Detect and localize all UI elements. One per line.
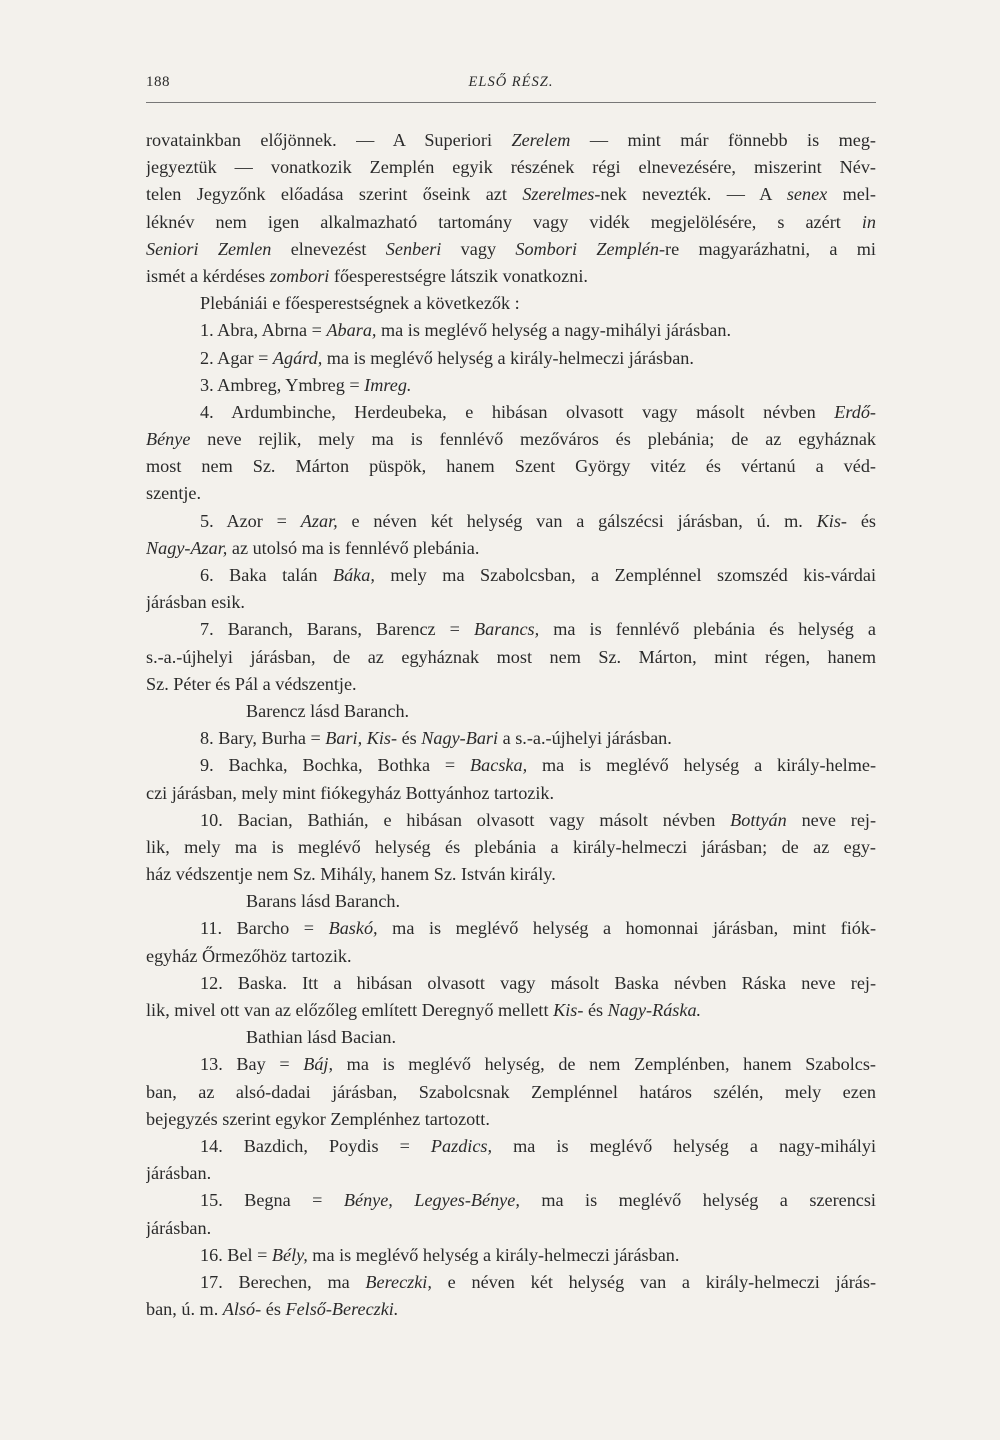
text-line: 13. Bay = Báj, ma is meglévő helység, de nem Zemplénben, hanem Szabolcs- — [200, 1054, 876, 1075]
text-line: Sz. Péter és Pál a védszentje. — [146, 673, 357, 694]
text-line: 15. Begna = Bénye, Legyes-Bénye, ma is meglévő helység a szerencsi — [200, 1190, 876, 1211]
text-line: lik, mivel ott van az előzőleg említett Deregnyő mellett Kis- és Nagy-Ráska. — [146, 1000, 702, 1020]
text-line: 7. Baranch, Barans, Barencz = Barancs, ma is fennlévő plebánia és helység a — [200, 619, 876, 640]
page-number: 188 — [146, 74, 170, 90]
page-body — [146, 127, 876, 1323]
text-line: 5. Azor = Azar, e néven két helység van a gálszécsi járásban, ú. m. Kis- és — [200, 510, 876, 531]
text-line: 8. Bary, Burha = Bari, Kis- és Nagy-Bari a s.-a.-újhelyi járásban. — [200, 728, 672, 749]
text-line: czi járásban, mely mint fiókegyház Bottyánhoz tartozik. — [146, 782, 555, 803]
text-line: léknév nem igen alkalmazható tartomány vagy vidék megjelölésére, s azért in — [146, 211, 876, 232]
text-line: Seniori Zemlen elnevezést Senberi vagy Sombori Zemplén-re magyarázhatni, a mi — [146, 238, 876, 259]
text-line: 14. Bazdich, Poydis = Pazdics, ma is meglévő helység a nagy-mihályi — [200, 1135, 876, 1156]
text-line: s.-a.-újhelyi járásban, de az egyháznak most nem Sz. Márton, mint régen, hanem — [146, 646, 876, 667]
text-line: 16. Bel = Bély, ma is meglévő helység a király-helmeczi járásban. — [200, 1244, 680, 1265]
text-line: 12. Baska. Itt a hibásan olvasott vagy másolt Baska névben Ráska neve rej- — [200, 972, 876, 993]
text-line: 2. Agar = Agárd, ma is meglévő helység a király-helmeczi járásban. — [200, 347, 694, 368]
text-line: 1. Abra, Abrna = Abara, ma is meglévő helység a nagy-mihályi járásban. — [200, 320, 732, 341]
text-line: 4. Ardumbinche, Herdeubeka, e hibásan olvasott vagy másolt névben Erdő- — [200, 401, 876, 422]
text-line: 3. Ambreg, Ymbreg = Imreg. — [200, 374, 412, 395]
text-line: 10. Bacian, Bathián, e hibásan olvasott vagy másolt névben Bottyán neve rej- — [200, 809, 876, 830]
text-line: bejegyzés szerint egykor Zemplénhez tartozott. — [146, 1108, 490, 1129]
text-line: 9. Bachka, Bochka, Bothka = Bacska, ma is meglévő helység a király-helme- — [200, 755, 876, 776]
text-line: 6. Baka talán Báka, mely ma Szabolcsban, a Zemplénnel szomszéd kis-várdai — [200, 565, 876, 585]
text-line: Plebániái e főesperestségnek a következők : — [200, 293, 520, 314]
text-line: egyház Őrmezőhöz tartozik. — [146, 945, 352, 966]
text-line: Bénye neve rejlik, mely ma is fennlévő mezőváros és plebánia; de az egyháznak — [146, 429, 876, 450]
text-line: szentje. — [146, 483, 202, 504]
text-line: ban, ú. m. Alsó- és Felső-Bereczki. — [146, 1299, 399, 1320]
text-line: járásban esik. — [146, 592, 245, 613]
text-line: ház védszentje nem Sz. Mihály, hanem Sz. István király. — [146, 864, 556, 885]
text-line: Bathian lásd Bacian. — [246, 1027, 397, 1048]
text-line: Barencz lásd Baranch. — [246, 700, 410, 721]
text-line: ismét a kérdéses zombori főesperestségre látszik vonatkozni. — [146, 265, 588, 286]
text-line: lik, mely ma is meglévő helység és plebánia a király-helmeczi járásban; de az egy- — [146, 836, 876, 857]
text-line: járásban. — [146, 1217, 212, 1238]
running-head: ELSŐ RÉSZ. — [468, 74, 554, 90]
text-line: járásban. — [146, 1163, 212, 1184]
text-line: rovatainkban előjönnek. — A Superiori Zerelem — mint már fönnebb is meg- — [146, 130, 876, 150]
text-line: 17. Berechen, ma Bereczki, e néven két helység van a király-helmeczi járás- — [200, 1271, 876, 1292]
text-line: jegyeztük — vonatkozik Zemplén egyik részének régi elnevezésére, miszerint Név- — [146, 157, 876, 178]
header-rule — [146, 102, 876, 103]
text-line: most nem Sz. Márton püspök, hanem Szent György vitéz és vértanú a véd- — [146, 456, 876, 477]
text-line: 11. Barcho = Baskó, ma is meglévő helység a homonnai járásban, mint fiók- — [200, 918, 876, 939]
page-header — [146, 74, 876, 102]
text-line: Barans lásd Baranch. — [246, 891, 401, 912]
text-line: telen Jegyzőnk előadása szerint őseink azt Szerelmes-nek nevezték. — A senex mel- — [146, 184, 876, 205]
text-line: ban, az alsó-dadai járásban, Szabolcsnak Zemplénnel határos szélén, mely ezen — [146, 1081, 876, 1102]
text-line: Nagy-Azar, az utolsó ma is fennlévő plebánia. — [146, 537, 480, 558]
